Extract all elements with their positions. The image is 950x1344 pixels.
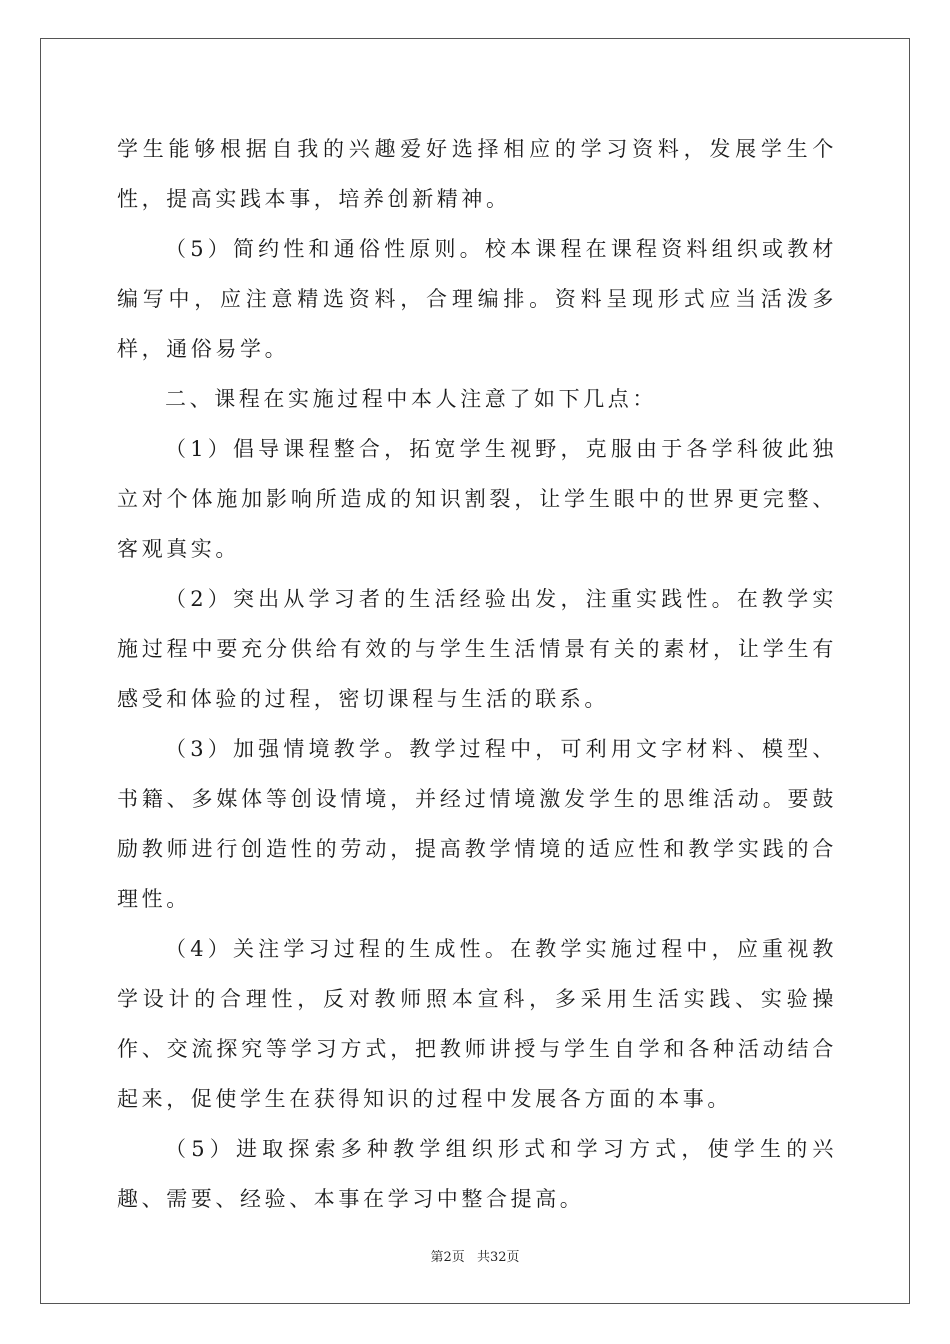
paragraph-4: （1）倡导课程整合，拓宽学生视野，克服由于各学科彼此独立对个体施加影响所造成的知识割裂，让学生眼中的世界更完整、客观真实。 bbox=[117, 437, 837, 561]
page-footer bbox=[0, 1246, 950, 1265]
document-body bbox=[117, 124, 837, 1224]
paragraph-5: （2）突出从学习者的生活经验出发，注重实践性。在教学实施过程中要充分供给有效的与学生生活情景有关的素材，让学生有感受和体验的过程，密切课程与生活的联系。 bbox=[117, 587, 837, 711]
paragraph-1: 学生能够根据自我的兴趣爱好选择相应的学习资料，发展学生个性，提高实践本事，培养创新精神。 bbox=[117, 137, 837, 211]
total-page-count: 共32页 bbox=[476, 1250, 520, 1265]
paragraph-6: （3）加强情境教学。教学过程中，可利用文字材料、模型、书籍、多媒体等创设情境，并经过情境激发学生的思维活动。要鼓励教师进行创造性的劳动，提高教学情境的适应性和教学实践的合理性。 bbox=[117, 737, 837, 911]
paragraph-8: （5）进取探索多种教学组织形式和学习方式，使学生的兴趣、需要、经验、本事在学习中整合提高。 bbox=[117, 1137, 837, 1211]
paragraph-2: （5）简约性和通俗性原则。校本课程在课程资料组织或教材编写中，应注意精选资料，合理编排。资料呈现形式应当活泼多样，通俗易学。 bbox=[117, 237, 837, 361]
paragraph-7: （4）关注学习过程的生成性。在教学实施过程中，应重视教学设计的合理性，反对教师照本宣科，多采用生活实践、实验操作、交流探究等学习方式，把教师讲授与学生自学和各种活动结合起来，促使学生在获得知识的过程中发展各方面的本事。 bbox=[117, 937, 837, 1111]
paragraph-3: 二、课程在实施过程中本人注意了如下几点： bbox=[165, 387, 657, 411]
current-page-number: 第2页 bbox=[430, 1250, 465, 1265]
